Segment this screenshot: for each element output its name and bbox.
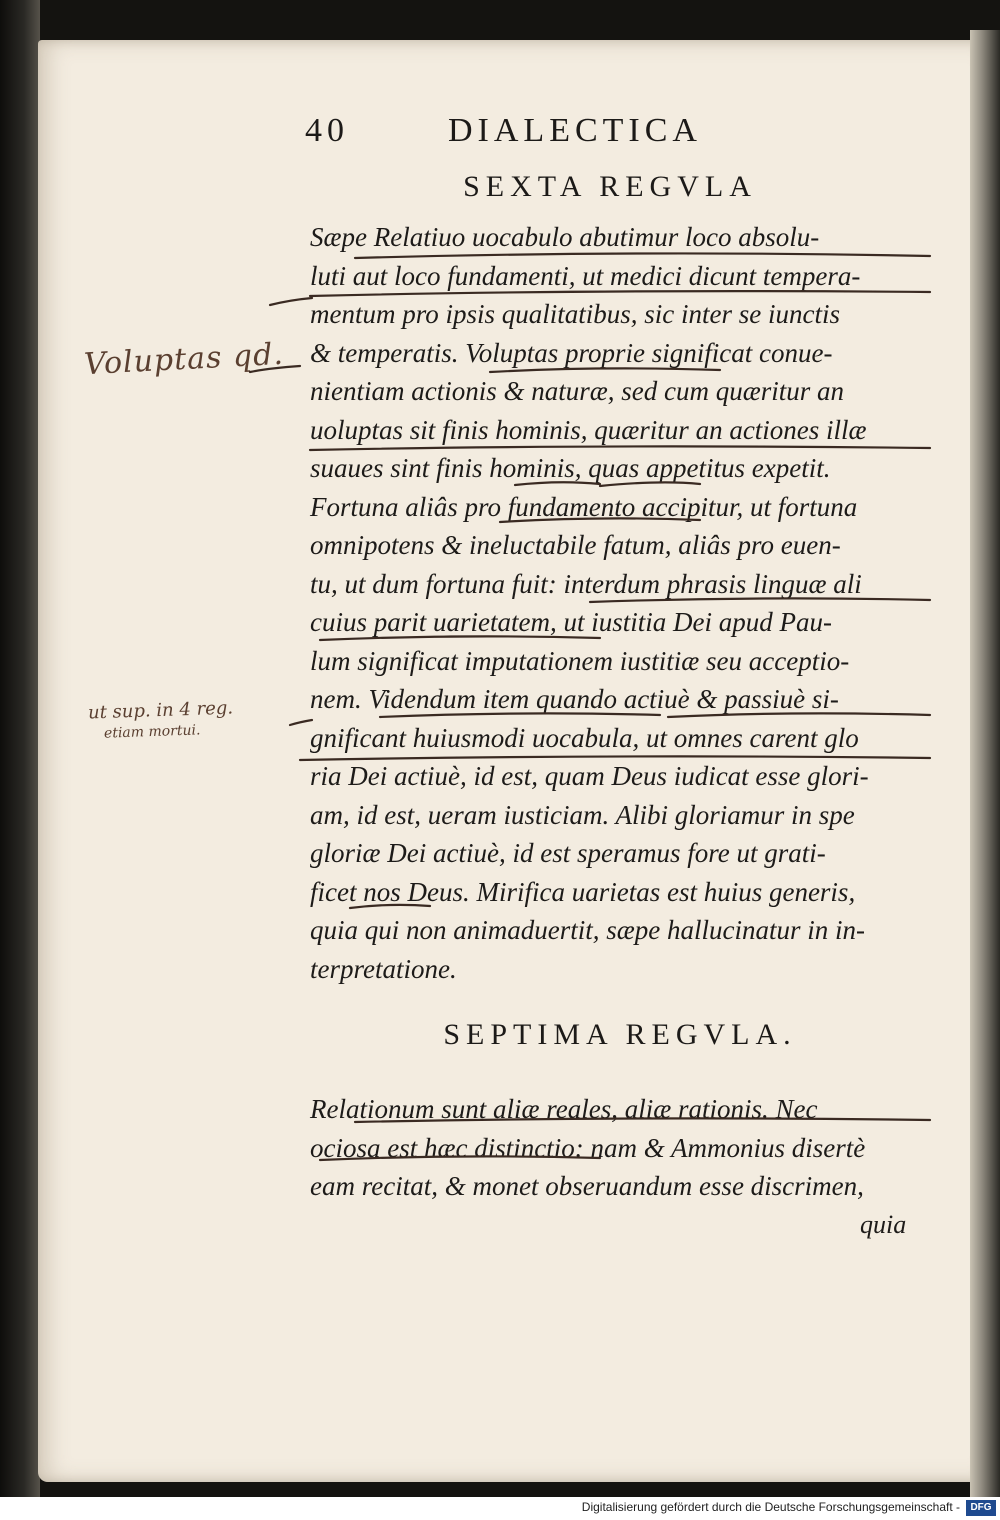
catchword: quia	[860, 1210, 907, 1239]
text-line: nientiam actionis & naturæ, sed cum quæritur an	[310, 376, 845, 406]
dfg-logo: DFG	[966, 1500, 996, 1516]
text-line: terpretatione.	[310, 953, 457, 984]
running-title: DIALECTICA	[448, 112, 702, 149]
underline	[668, 713, 930, 717]
funding-credit: Digitalisierung gefördert durch die Deutsche Forschungsgemeinschaft -	[581, 1500, 960, 1514]
section-heading-sexta: SEXTA REGVLA	[463, 170, 757, 203]
text-line: gnificant huiusmodi uocabula, ut omnes carent glo	[310, 722, 859, 753]
underline	[590, 598, 930, 602]
text-line: quia qui non animaduertit, sæpe hallucinatur in in-	[310, 915, 865, 945]
text-line: uoluptas sit finis hominis, quæritur an actiones illæ	[310, 414, 867, 445]
text-line: Fortuna aliâs pro fundamento accipitur, ut fortuna	[310, 491, 858, 522]
underline	[600, 482, 700, 486]
underline	[310, 291, 930, 296]
text-line: nem. Videndum item quando actiuè & passiuè si-	[310, 684, 839, 714]
text-line: tu, ut dum fortuna fuit: interdum phrasis linguæ ali	[310, 568, 862, 599]
underline	[355, 1118, 930, 1122]
marginal-note-voluptas: Voluptas qd.	[83, 336, 285, 383]
text-line: omnipotens & ineluctabile fatum, aliâs pro euen-	[310, 530, 841, 560]
underline	[320, 1156, 600, 1160]
text-line: mentum pro ipsis qualitatibus, sic inter se iunctis	[310, 299, 840, 329]
underline	[500, 518, 700, 522]
text-line: ociosa est hæc distinctio: nam & Ammonius disertè	[310, 1132, 866, 1163]
page-number: 40	[305, 112, 349, 149]
underline	[355, 253, 930, 258]
text-line: & temperatis. Voluptas proprie significat conue-	[310, 337, 833, 368]
section-heading-septima: SEPTIMA REGVLA.	[443, 1018, 797, 1051]
underline	[290, 720, 312, 725]
underline	[490, 368, 720, 372]
text-line: luti aut loco fundamenti, ut medici dicunt tempera-	[310, 260, 861, 291]
text-line: cuius parit uarietatem, ut iustitia Dei apud Pau-	[310, 607, 832, 637]
underline	[515, 482, 600, 485]
text-line: lum significat imputationem iustitiæ seu acceptio-	[310, 645, 850, 676]
text-line: gloriæ Dei actiuè, id est speramus fore ut grati-	[310, 838, 826, 868]
underline	[380, 713, 660, 717]
underline	[300, 756, 930, 760]
text-line: suaues sint finis hominis, quas appetitus expetit.	[310, 453, 831, 483]
text-line: ficet nos Deus. Mirifica uarietas est huius generis,	[310, 876, 856, 907]
marginal-note-ut-sup-2: etiam mortui.	[103, 722, 201, 742]
text-line: am, id est, ueram iusticiam. Alibi gloriamur in spe	[310, 799, 855, 830]
underline	[350, 905, 430, 908]
text-line: Relationum sunt aliæ reales, aliæ rationis. Nec	[310, 1094, 818, 1124]
marginal-note-ut-sup: ut sup. in 4 reg.	[87, 697, 234, 724]
underline	[320, 636, 600, 640]
text-line: eam recitat, & monet obseruandum esse discrimen,	[310, 1171, 864, 1201]
underline	[310, 446, 930, 450]
underline	[250, 366, 300, 372]
text-line: ria Dei actiuè, id est, quam Deus iudicat esse glori-	[310, 761, 869, 791]
footer-bar	[0, 1497, 1000, 1520]
underline	[270, 298, 312, 305]
text-line: Sæpe Relatiuo uocabulo abutimur loco absolu-	[310, 222, 820, 252]
